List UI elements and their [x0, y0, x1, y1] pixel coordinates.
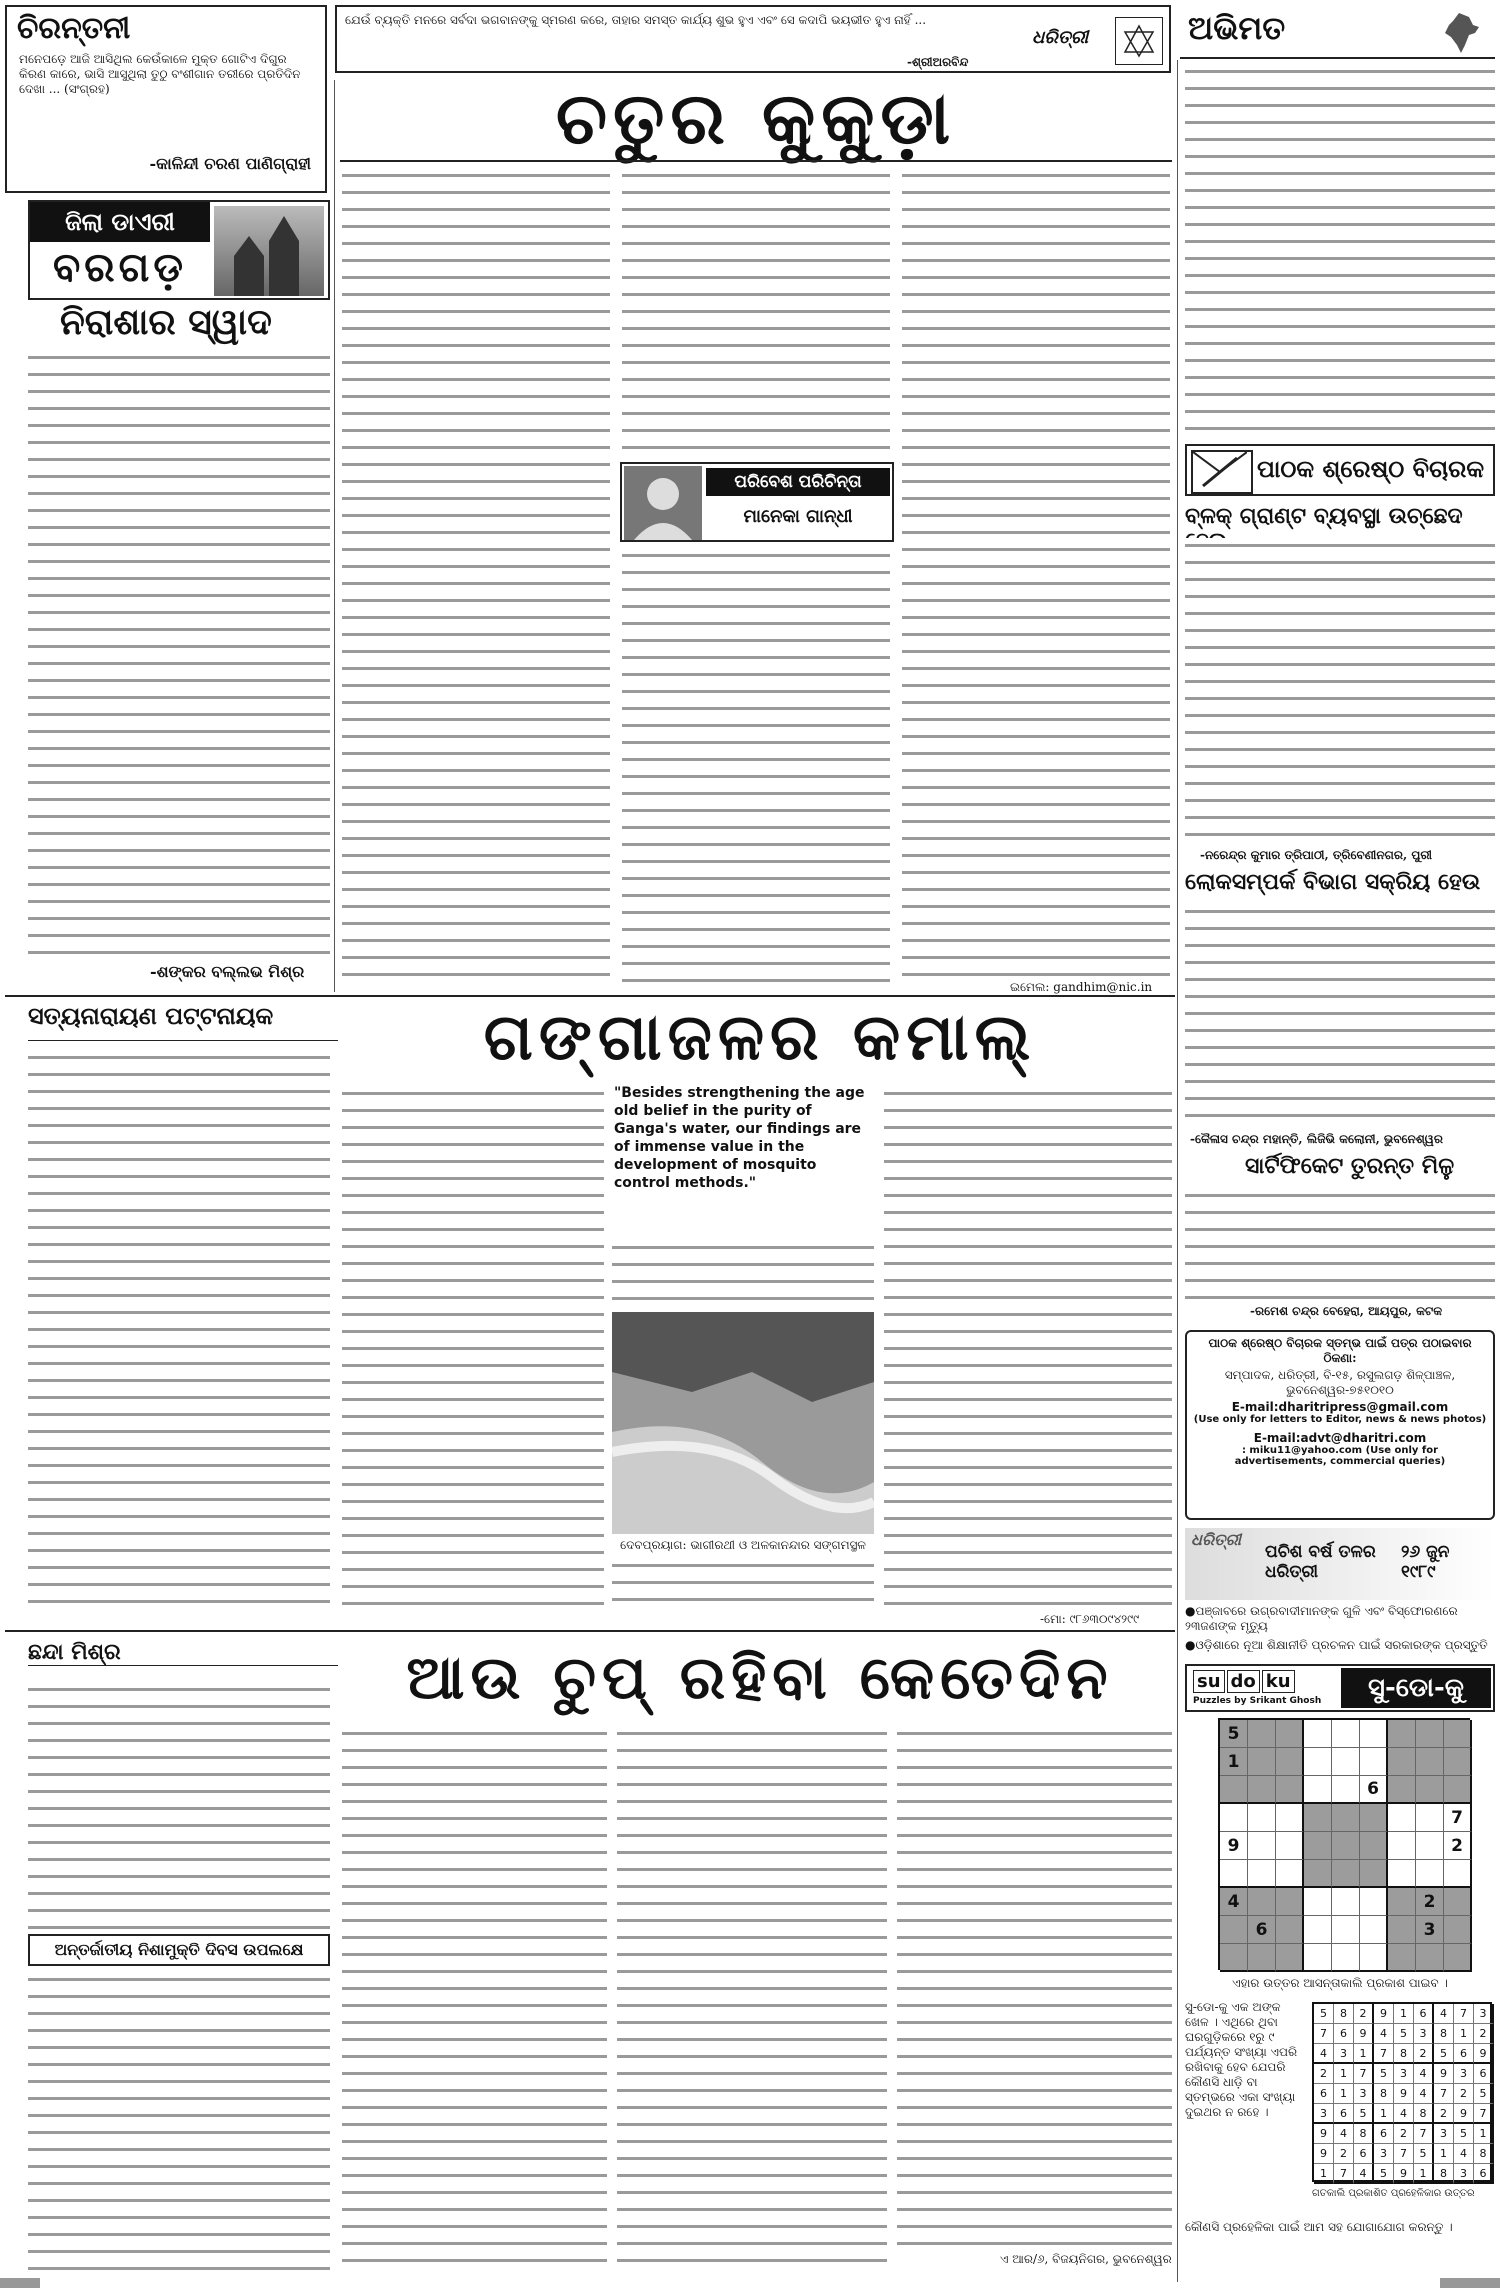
sudoku-solution-cell: 1 [1414, 2164, 1434, 2184]
sudoku-solution-cell: 2 [1334, 2144, 1354, 2164]
sudoku-solution-cell: 6 [1314, 2084, 1334, 2104]
sudoku-cell[interactable] [1332, 1748, 1360, 1776]
chup-address: ଏ ଆର/୬, ବିଜୟନିଗର, ଭୁବନେଶ୍ୱର [1000, 2252, 1172, 2266]
district-diary-author: -ଶଙ୍କର ବଲ୍ଲଭ ମିଶ୍ର [150, 962, 305, 981]
sudoku-solution-cell: 1 [1334, 2084, 1354, 2104]
sudoku-cell[interactable] [1332, 1720, 1360, 1748]
ganga-col-2 [342, 1086, 604, 1606]
letter1-title: ବ୍ଳକ୍ ଗ୍ରାଣ୍ଟ ବ୍ୟବସ୍ଥା ଉଚ୍ଛେଦ [1185, 504, 1463, 529]
archive-item-1: ●ପଞ୍ଜାବରେ ଉଗ୍ରବାଦୀମାନଙ୍କ ଗୁଳି ଏବଂ ବିସ୍ଫୋରଣରେ ୨୩ଜଣଙ୍କ ମୃତ୍ୟୁ [1185, 1604, 1458, 1633]
sudoku-cell[interactable] [1304, 1860, 1332, 1888]
sudoku-cell[interactable]: 5 [1220, 1720, 1248, 1748]
ganga-col-3b [612, 1558, 874, 1608]
sudoku-solution-cell: 9 [1314, 2124, 1334, 2144]
sudoku-solution-cell: 9 [1434, 2064, 1454, 2084]
sudoku-solution-cell: 5 [1454, 2124, 1474, 2144]
sudoku-cell[interactable] [1248, 1888, 1276, 1916]
archive-date: ୨୬ ଜୁନ ୧୯୮୯ [1401, 1542, 1450, 1582]
sudoku-solution-cell: 2 [1394, 2124, 1414, 2144]
sudoku-cell[interactable] [1388, 1944, 1416, 1972]
sudoku-solution-cell: 2 [1354, 2004, 1374, 2024]
sudoku-solution-cell: 1 [1454, 2024, 1474, 2044]
columnist-photo [624, 466, 702, 540]
sudoku-solution-cell: 2 [1474, 2024, 1494, 2044]
sudoku-cell[interactable]: 9 [1220, 1832, 1248, 1860]
quote-text: ଯେଉଁ ବ୍ୟକ୍ତି ମନରେ ସର୍ବଦା ଭଗବାନଙ୍କୁ ସ୍ମରଣ କରେ, ତାହାର ସମସ୍ତ କାର୍ଯ୍ୟ ଶୁଭ ହୁଏ ଏବଂ ସେ କଦାପି ଭୟଭୀତ ହୁଏ ନାହିଁ ... [345, 13, 927, 27]
archive-box [1185, 1528, 1495, 1600]
sudoku-solution-cell: 4 [1374, 2024, 1394, 2044]
sudoku-cell[interactable] [1276, 1804, 1304, 1832]
sudoku-solution-cell: 6 [1334, 2104, 1354, 2124]
sudoku-solution-cell: 8 [1414, 2104, 1434, 2124]
sudoku-solution-cell: 1 [1434, 2144, 1454, 2164]
sudoku-cell[interactable] [1444, 1720, 1472, 1748]
sudoku-solution-cell: 8 [1434, 2024, 1454, 2044]
sudoku-solution-cell: 8 [1434, 2164, 1454, 2184]
ganga-col-3a [612, 1240, 874, 1310]
abhimata-header [1180, 5, 1495, 59]
sudoku-solution-cell: 4 [1354, 2164, 1374, 2184]
sudoku-solution-cell: 8 [1474, 2144, 1494, 2164]
chirantani-poem: ମନେପଡ଼େ ଆଜି ଆସିଥିଲ କେଉଁକାଳେ ମୁକ୍ତ ଗୋଟିଏ ଦିଗୁର କିରଣ କାରେ, ଭାସି ଆସୁଥିଲା ତୁଠୁ ବଂଶୀଗାନ ତରୀରେ ପ୍ରତିଦିନ ଦେଖା ... (ସଂଗ୍ରହ) [19, 52, 301, 96]
ganga-photo [612, 1312, 874, 1534]
sudoku-solution-cell: 3 [1474, 2004, 1494, 2024]
sudoku-cell[interactable] [1248, 1944, 1276, 1972]
sudoku-cell[interactable] [1332, 1776, 1360, 1804]
sudoku-solution-cell: 5 [1354, 2104, 1374, 2124]
sudoku-solution-cell: 6 [1354, 2144, 1374, 2164]
lead-col-3 [902, 168, 1170, 983]
column-label: ପରିବେଶ ପରିଚିନ୍ତା [706, 468, 890, 496]
sudoku-cell[interactable] [1276, 1832, 1304, 1860]
district-diary-box [28, 200, 330, 300]
letter3-author: -ରମେଶ ଚନ୍ଦ୍ର ବେହେରା, ଆୟପୁର, କଟକ [1250, 1304, 1443, 1318]
sudoku-solution-cell: 3 [1454, 2064, 1474, 2084]
sudoku-solution-cell: 3 [1334, 2044, 1354, 2064]
sudoku-solution-cell: 6 [1374, 2124, 1394, 2144]
sudoku-title: ସୁ-ଡୋ-କୁ [1341, 1668, 1491, 1708]
letter1-body [1185, 538, 1495, 846]
sudoku-solution-cell: 5 [1374, 2164, 1394, 2184]
sudoku-solution-cell: 3 [1354, 2084, 1374, 2104]
district-diary-label: ଜିଲା ଡାଏରୀ [30, 202, 210, 242]
district-temple-photo [214, 206, 324, 296]
sudoku-solution-cell: 7 [1454, 2004, 1474, 2024]
sudoku-solution-cell: 9 [1454, 2104, 1474, 2124]
sudoku-cell[interactable] [1388, 1860, 1416, 1888]
sudoku-solution-cell: 3 [1394, 2064, 1414, 2084]
sudoku-cell[interactable] [1388, 1804, 1416, 1832]
sudoku-solution-cell: 6 [1474, 2064, 1494, 2084]
letter3-body [1185, 1188, 1495, 1300]
sudoku-cell[interactable] [1416, 1748, 1444, 1776]
sudoku-cell[interactable] [1444, 1748, 1472, 1776]
sudoku-solution-cell: 4 [1434, 2004, 1454, 2024]
pen-letter-icon [1191, 450, 1253, 494]
sudoku-solution-cell: 7 [1334, 2164, 1354, 2184]
sudoku-solution-cell: 5 [1314, 2004, 1334, 2024]
quote-box [335, 5, 1171, 73]
ganga-contact: -ମୋ: ୯୮୬୩୦୯୪୨୯୯ [1040, 1612, 1140, 1626]
sudoku-solution-cell: 4 [1394, 2104, 1414, 2124]
sudoku-cell[interactable] [1304, 1944, 1332, 1972]
sudoku-cell[interactable] [1444, 1888, 1472, 1916]
sudoku-solution-cell: 1 [1374, 2104, 1394, 2124]
sudoku-solution-cell: 5 [1374, 2064, 1394, 2084]
sudoku-cell[interactable] [1276, 1944, 1304, 1972]
sudoku-cell[interactable] [1276, 1888, 1304, 1916]
sudoku-cell[interactable]: 2 [1444, 1832, 1472, 1860]
sudoku-cell[interactable] [1276, 1776, 1304, 1804]
ganga-english-quote: "Besides strengthening the age old belief in the purity of Ganga's water, our findings are of immense value in the development of mosquito control methods." [614, 1085, 865, 1191]
sudoku-cell[interactable] [1360, 1804, 1388, 1832]
sudoku-cell[interactable] [1248, 1720, 1276, 1748]
sudoku-solution-cell: 3 [1414, 2024, 1434, 2044]
sudoku-cell[interactable] [1388, 1720, 1416, 1748]
sudoku-cell[interactable] [1220, 1776, 1248, 1804]
sudoku-cell[interactable]: 2 [1416, 1888, 1444, 1916]
archive-label: ପଚିଶ ବର୍ଷ ତଳର ଧରିତ୍ରୀ [1265, 1542, 1376, 1582]
chirantani-title: ଚିରନ୍ତନୀ [17, 11, 131, 46]
sudoku-solution-cell: 7 [1394, 2144, 1414, 2164]
district-name: ବରଗଡ଼ [53, 244, 187, 291]
sudoku-solution-cell: 6 [1474, 2164, 1494, 2184]
sudoku-solution-cell: 2 [1414, 2044, 1434, 2064]
sudoku-cell[interactable] [1416, 1804, 1444, 1832]
sudoku-solution-cell: 7 [1434, 2084, 1454, 2104]
star-emblem-icon [1115, 17, 1163, 65]
sudoku-cell[interactable]: 7 [1444, 1804, 1472, 1832]
sudoku-solution-cell: 3 [1454, 2164, 1474, 2184]
sudoku-cell[interactable]: 3 [1416, 1916, 1444, 1944]
sudoku-cell[interactable] [1220, 1944, 1248, 1972]
column-divider [1177, 60, 1178, 2282]
sudoku-solution-cell: 3 [1314, 2104, 1334, 2124]
sudoku-bottom-note: କୌଣସି ପ୍ରହେଳିକା ପାଇଁ ଆମ ସହ ଯୋଗାଯୋଗ କରନ୍ତୁ । [1185, 2220, 1453, 2234]
letter1-author: -ନରେନ୍ଦ୍ର କୁମାର ତ୍ରିପାଠୀ, ତ୍ରିବେଣୀନଗର, ପୁରୀ [1200, 848, 1433, 862]
sudoku-solution-cell: 4 [1414, 2084, 1434, 2104]
ganga-col-4 [884, 1086, 1172, 1606]
ads-email[interactable]: E-mail:advt@dharitri.com [1253, 1431, 1427, 1445]
chup-col-1b [28, 1972, 330, 2272]
masthead-logo: ଧରିତ୍ରୀ [1032, 27, 1089, 48]
sudoku-cell[interactable] [1444, 1916, 1472, 1944]
lead-col-2b [622, 548, 890, 983]
lead-email[interactable]: ଇମେଲ: gandhim@nic.in [1010, 980, 1153, 994]
sudoku-solution-cell: 9 [1474, 2044, 1494, 2064]
lead-col-2 [622, 168, 890, 458]
sudoku-cell[interactable] [1360, 1888, 1388, 1916]
sudoku-solution-cell: 7 [1354, 2064, 1374, 2084]
sudoku-solution-cell: 4 [1454, 2144, 1474, 2164]
sudoku-solution-cell: 8 [1354, 2124, 1374, 2144]
sudoku-solution-cell: 6 [1454, 2044, 1474, 2064]
sudoku-solution-cell: 8 [1334, 2004, 1354, 2024]
sudoku-solution-cell: 2 [1434, 2104, 1454, 2124]
sudoku-cell[interactable] [1360, 1944, 1388, 1972]
sudoku-cell[interactable] [1220, 1804, 1248, 1832]
section-rule [5, 995, 1175, 997]
lead-headline: ଚତୁର କୁକୁଡ଼ା [555, 75, 957, 160]
contact-email-note: (Use only for letters to Editor, news & news photos) [1193, 1414, 1487, 1425]
chup-col-4 [897, 1726, 1172, 2246]
sudoku-cell[interactable] [1416, 1776, 1444, 1804]
sudoku-cell[interactable] [1388, 1832, 1416, 1860]
sudoku-cell[interactable] [1248, 1748, 1276, 1776]
sudoku-cell[interactable] [1360, 1860, 1388, 1888]
sudoku-solution-cell: 9 [1394, 2084, 1414, 2104]
sudoku-cell[interactable] [1304, 1748, 1332, 1776]
sudoku-cell[interactable] [1332, 1860, 1360, 1888]
sudoku-solution-cell: 3 [1374, 2144, 1394, 2164]
sudoku-cell[interactable] [1332, 1832, 1360, 1860]
sudoku-solution-cell: 5 [1474, 2084, 1494, 2104]
sudoku-cell[interactable] [1388, 1888, 1416, 1916]
sudoku-cell[interactable]: 6 [1248, 1916, 1276, 1944]
sudoku-cell[interactable] [1444, 1944, 1472, 1972]
chirantani-author: -କାଳିନ୍ଦୀ ଚରଣ ପାଣିଗ୍ରାହୀ [149, 154, 311, 173]
sudoku-solution-cell: 4 [1334, 2124, 1354, 2144]
sudoku-cell[interactable]: 6 [1360, 1776, 1388, 1804]
sudoku-cell[interactable] [1388, 1776, 1416, 1804]
sudoku-cell[interactable] [1304, 1720, 1332, 1748]
sudoku-rules: ସୁ-ଡୋ-କୁ ଏକ ଅଙ୍କ ଖେଳ । ଏଥିରେ ଥିବା ଘରଗୁଡ଼ିକରେ ୧ରୁ ୯ ପର୍ଯ୍ୟନ୍ତ ସଂଖ୍ୟା ଏପରି ରଖିବାକୁ ହେବ ଯେପରି କୌଣସି ଧାଡ଼ି ବା ସ୍ତମ୍ଭରେ ଏକା ସଂଖ୍ୟା ଦୁଇଥର ନ ରହେ । [1185, 2000, 1298, 2119]
sudoku-cell[interactable] [1332, 1916, 1360, 1944]
sudoku-cell[interactable] [1304, 1916, 1332, 1944]
sudoku-cell[interactable] [1416, 1832, 1444, 1860]
sudoku-cell[interactable] [1332, 1888, 1360, 1916]
sudoku-cell[interactable] [1360, 1748, 1388, 1776]
sudoku-cell[interactable] [1388, 1748, 1416, 1776]
archive-logo: ଧରିତ୍ରୀ [1191, 1530, 1241, 1549]
sudoku-cell[interactable] [1416, 1860, 1444, 1888]
sudoku-solution-cell: 8 [1374, 2084, 1394, 2104]
sudoku-cell[interactable]: 4 [1220, 1888, 1248, 1916]
sudoku-solution-label: ଗତକାଲି ପ୍ରକାଶିତ ପ୍ରହେଳିକାର ଉତ୍ତର [1312, 2188, 1475, 2199]
sudoku-cell[interactable] [1304, 1832, 1332, 1860]
sudoku-solution-cell: 1 [1354, 2044, 1374, 2064]
district-diary-headline: ନିରାଶାର ସ୍ୱାଦ [60, 302, 272, 343]
sudoku-cell[interactable] [1304, 1804, 1332, 1832]
sudoku-cell[interactable] [1248, 1776, 1276, 1804]
sudoku-cell[interactable] [1360, 1916, 1388, 1944]
sudoku-logo-part: su [1193, 1670, 1225, 1693]
sudoku-solution-cell: 4 [1414, 2064, 1434, 2084]
sudoku-logo-part: ku [1262, 1670, 1295, 1693]
sudoku-solution-cell: 9 [1314, 2144, 1334, 2164]
sudoku-solution-cell: 9 [1394, 2164, 1414, 2184]
contact-heading: ପାଠକ ଶ୍ରେଷ୍ଠ ବିଚାରକ ସ୍ତମ୍ଭ ପାଇଁ ପତ୍ର ପଠାଇବାର ଠିକଣା: [1208, 1336, 1472, 1365]
sudoku-cell[interactable]: 1 [1220, 1748, 1248, 1776]
sudoku-solution-cell: 7 [1414, 2124, 1434, 2144]
sudoku-solution-cell: 4 [1314, 2044, 1334, 2064]
sudoku-cell[interactable] [1276, 1720, 1304, 1748]
sudoku-byline: Puzzles by Srikant Ghosh [1193, 1696, 1322, 1706]
letter2-author: -କୈଳାସ ଚନ୍ଦ୍ର ମହାନ୍ତି, ଲିଜିଭି କଲୋନୀ, ଭୁବନେଶ୍ୱର [1190, 1132, 1443, 1146]
ads-email-note[interactable]: : miku11@yahoo.com (Use only for advertisements, commercial queries) [1234, 1445, 1446, 1467]
sudoku-cell[interactable] [1248, 1832, 1276, 1860]
sudoku-solution-cell: 2 [1454, 2084, 1474, 2104]
sudoku-solution-cell: 1 [1394, 2004, 1414, 2024]
chirantani-box [5, 5, 327, 193]
ganga-author-header: ସତ୍ୟନାରାୟଣ ପଟ୍ଟନାୟକ [28, 1002, 274, 1030]
lead-col-1 [342, 168, 610, 983]
columnist-name: ମାନେକା ଗାନ୍ଧୀ [743, 506, 853, 527]
sudoku-solution-cell: 1 [1334, 2064, 1354, 2084]
india-map-icon [1439, 11, 1483, 59]
sudoku-solution-cell: 5 [1414, 2144, 1434, 2164]
sudoku-header [1185, 1664, 1495, 1712]
sudoku-solution-cell: 6 [1334, 2024, 1354, 2044]
sudoku-solution-cell: 6 [1414, 2004, 1434, 2024]
readers-banner [1185, 444, 1495, 496]
contact-address: ସମ୍ପାଦକ, ଧରିତ୍ରୀ, ବି-୧୫, ରସୁଲଗଡ଼ ଶିଳ୍ପାଞ୍ଚଳ, ଭୁବନେଶ୍ୱର-୭୫୧୦୧୦ [1224, 1368, 1456, 1397]
readers-banner-title: ପାଠକ ଶ୍ରେଷ୍ଠ ବିଚାରକ [1257, 454, 1485, 483]
sudoku-cell[interactable] [1248, 1804, 1276, 1832]
chup-subhead: ଅନ୍ତର୍ଜାତୀୟ ନିଶାମୁକ୍ତି ଦିବସ ଉପଲକ୍ଷେ [28, 1934, 330, 1966]
sudoku-solution-cell: 7 [1314, 2024, 1334, 2044]
sudoku-solution-cell: 2 [1314, 2064, 1334, 2084]
quote-author: -ଶ୍ରୀଅରବିନ୍ଦ [907, 55, 969, 69]
sudoku-solution-cell: 7 [1374, 2044, 1394, 2064]
sudoku-cell[interactable] [1360, 1720, 1388, 1748]
sudoku-cell[interactable] [1332, 1804, 1360, 1832]
sudoku-cell[interactable] [1360, 1832, 1388, 1860]
chup-col-3 [617, 1726, 887, 2272]
sudoku-cell[interactable] [1304, 1776, 1332, 1804]
sudoku-cell[interactable] [1276, 1916, 1304, 1944]
chup-col-2 [342, 1726, 607, 2272]
columnist-box [620, 462, 894, 542]
sudoku-cell[interactable] [1444, 1776, 1472, 1804]
sudoku-logo-part: do [1227, 1670, 1260, 1693]
sudoku-cell[interactable] [1304, 1888, 1332, 1916]
contact-email[interactable]: E-mail:dharitripress@gmail.com [1231, 1400, 1449, 1414]
headline-rule [340, 160, 1172, 162]
sudoku-solution-cell: 8 [1394, 2044, 1414, 2064]
sudoku-cell[interactable] [1220, 1916, 1248, 1944]
sudoku-cell[interactable] [1248, 1860, 1276, 1888]
ganga-photo-caption: ଦେବପ୍ରୟାଗ: ଭାଗୀରଥୀ ଓ ଅଳକାନନ୍ଦାର ସଙ୍ଗମସ୍ଥଳ [620, 1538, 866, 1552]
column-divider [334, 80, 335, 992]
sudoku-solution-cell: 9 [1354, 2024, 1374, 2044]
sudoku-grid[interactable] [1218, 1718, 1470, 1970]
sudoku-solution-cell: 9 [1374, 2004, 1394, 2024]
section-rule [5, 1630, 1175, 1632]
abhimata-title: ଅଭିମତ [1188, 9, 1286, 47]
sudoku-cell[interactable] [1332, 1944, 1360, 1972]
sudoku-note: ଏହାର ଉତ୍ତର ଆସନ୍ତାକାଲି ପ୍ରକାଶ ପାଇବ । [1232, 1976, 1448, 1990]
sudoku-cell[interactable] [1416, 1720, 1444, 1748]
sudoku-logo [1193, 1670, 1295, 1693]
sudoku-solution-cell: 5 [1394, 2024, 1414, 2044]
chup-author-header: ଛନ୍ଦା ମିଶ୍ର [28, 1640, 338, 1666]
letter2-body [1185, 904, 1495, 1130]
sudoku-cell[interactable] [1276, 1860, 1304, 1888]
sudoku-solution-cell: 1 [1314, 2164, 1334, 2184]
sudoku-solution-cell: 7 [1474, 2104, 1494, 2124]
abhimata-body [1185, 64, 1495, 436]
letter3-title: ସାର୍ଟିଫିକେଟ ତୁରନ୍ତ ମିଳୁ [1245, 1154, 1455, 1179]
ganga-author-rule [28, 1040, 338, 1041]
page-bottom-bar [0, 2278, 1500, 2288]
sudoku-cell[interactable] [1416, 1944, 1444, 1972]
letter2-title: ଲୋକସମ୍ପର୍କ ବିଭାଗ ସକ୍ରିୟ ହେଉ [1185, 870, 1481, 895]
sudoku-cell[interactable] [1276, 1748, 1304, 1776]
sudoku-solution-grid [1312, 2002, 1492, 2182]
sudoku-solution-cell: 5 [1434, 2044, 1454, 2064]
archive-item-2: ●ଓଡ଼ିଶାରେ ନୂଆ ଶିକ୍ଷାନୀତି ପ୍ରଚଳନ ପାଇଁ ସରକାରଙ୍କ ପ୍ରସ୍ତୁତି [1185, 1638, 1488, 1652]
sudoku-solution-cell: 3 [1434, 2124, 1454, 2144]
sudoku-cell[interactable] [1220, 1860, 1248, 1888]
district-diary-body [28, 350, 330, 958]
contact-box [1185, 1330, 1495, 1520]
sudoku-cell[interactable] [1444, 1860, 1472, 1888]
ganga-headline: ଗଙ୍ଗାଜଳର କମାଲ୍ [483, 1000, 1037, 1075]
sudoku-cell[interactable] [1388, 1916, 1416, 1944]
chup-col-1a [28, 1682, 330, 1932]
sudoku-solution-cell: 1 [1474, 2124, 1494, 2144]
ganga-col-1 [28, 1050, 330, 1610]
chup-headline: ଆଉ ଚୁପ୍ ରହିବା କେତେଦିନ [406, 1643, 1114, 1713]
